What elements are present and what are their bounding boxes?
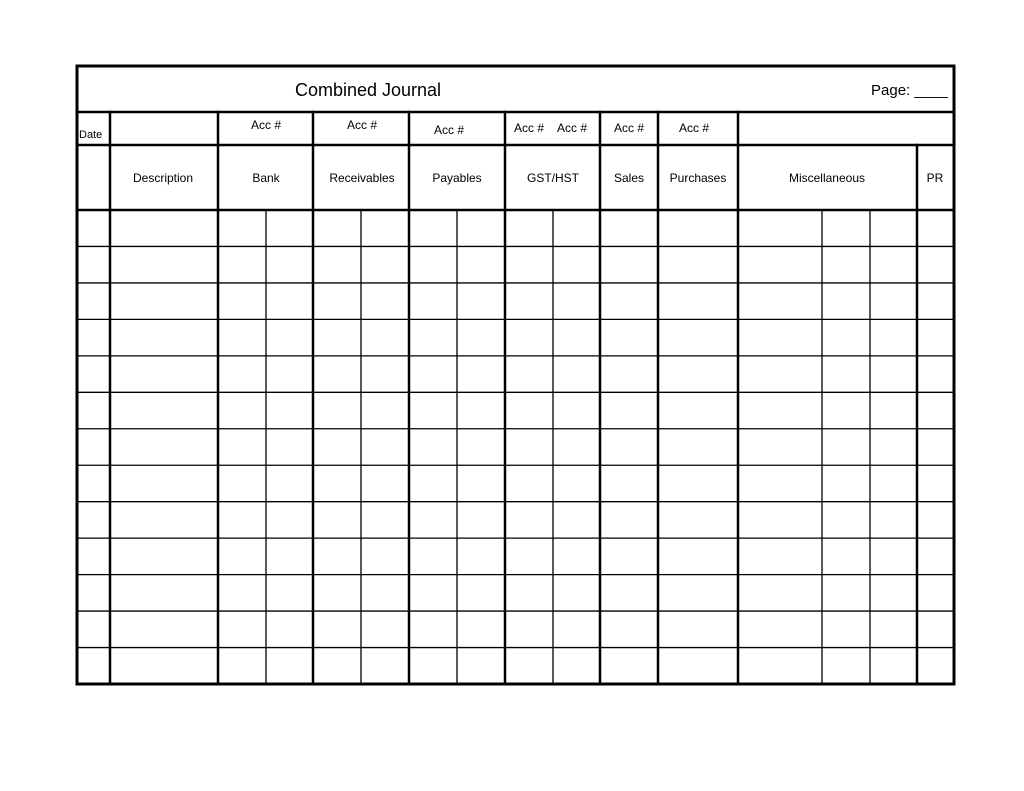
col-header-description: Description [132, 171, 194, 185]
date-label: Date [79, 129, 103, 141]
col-header-payables: Payables [432, 171, 482, 185]
journal-title: Combined Journal [294, 80, 442, 100]
acc-label-bank: Acc # [250, 118, 282, 132]
col-header-sales: Sales [613, 171, 645, 185]
acc-label-gst-2: Acc # [556, 121, 588, 135]
col-header-gst-hst: GST/HST [526, 171, 580, 185]
acc-label-receivables: Acc # [346, 118, 378, 132]
col-header-receivables: Receivables [329, 171, 395, 185]
journal-grid-lines [77, 66, 954, 684]
col-header-purchases: Purchases [669, 171, 727, 185]
col-header-miscellaneous: Miscellaneous [788, 171, 866, 185]
acc-label-payables: Acc # [433, 123, 465, 137]
acc-label-gst-1: Acc # [513, 121, 545, 135]
col-header-pr: PR [926, 171, 944, 185]
col-header-bank: Bank [252, 171, 280, 185]
page-number-label: Page: ____ [871, 82, 948, 99]
acc-label-purchases: Acc # [678, 121, 710, 135]
acc-label-sales: Acc # [613, 121, 645, 135]
